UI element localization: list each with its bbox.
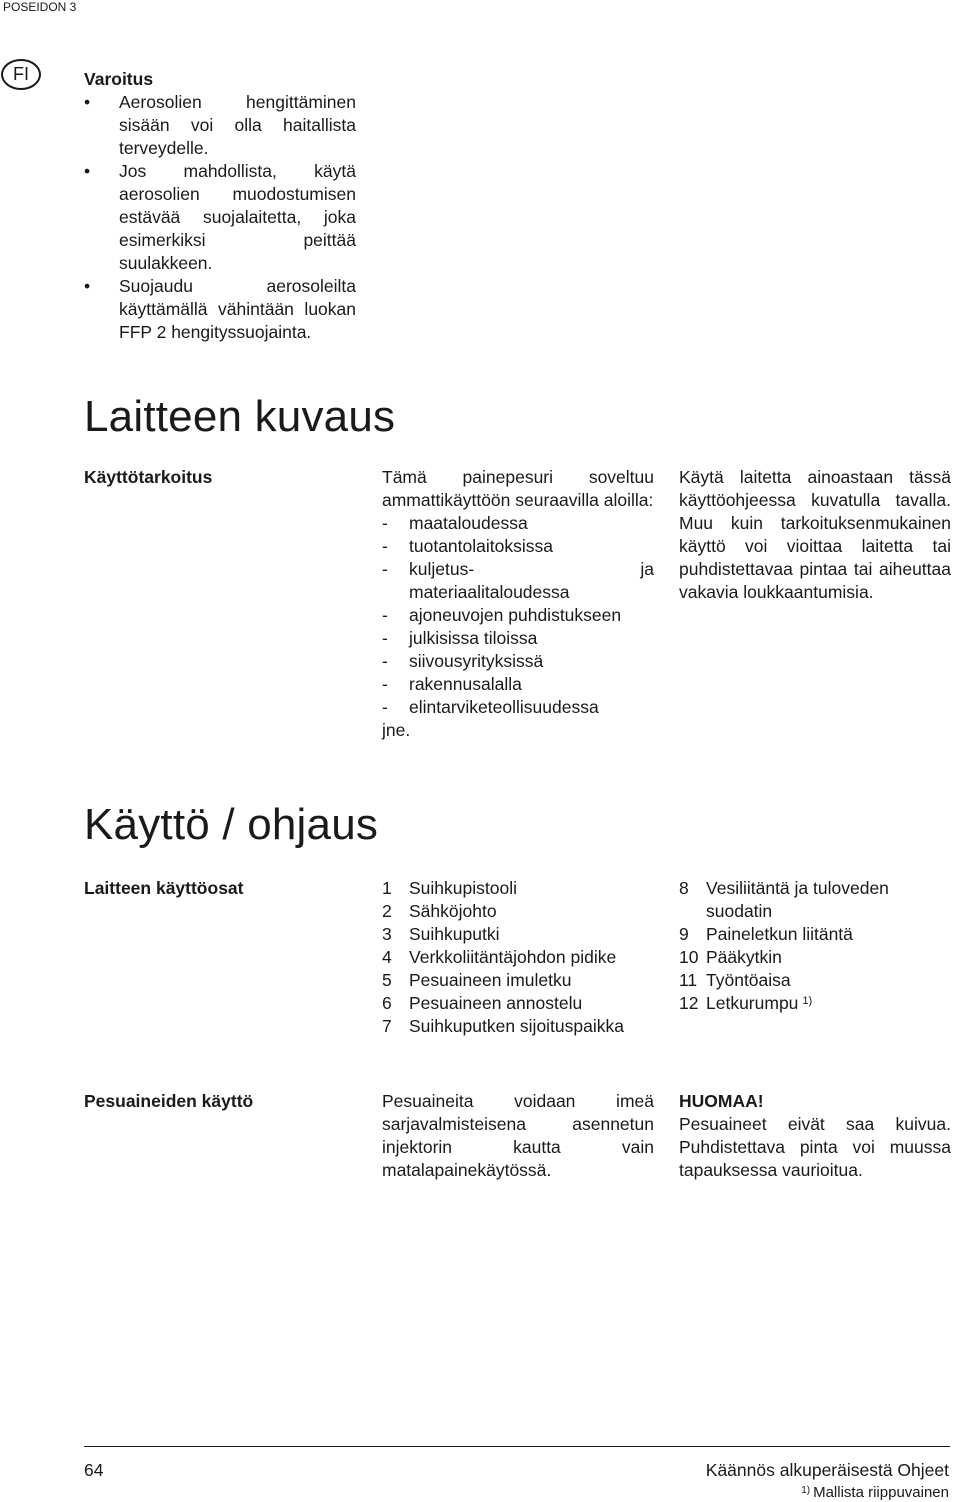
part-number: 5 [382, 970, 392, 990]
warning-item [84, 275, 356, 344]
section-heading-operation: Käyttö / ohjaus [84, 800, 379, 849]
use-item-text: tuotantolaitoksissa [409, 536, 553, 556]
use-item-text: ajoneuvojen puhdistukseen [409, 605, 622, 625]
part-number: 1 [382, 878, 392, 898]
detergent-note [679, 1090, 951, 1182]
warning-item-text: Suojaudu aerosoleilta käyttämällä vähintään luokan FFP 2 hengityssuojainta. [119, 276, 356, 342]
list-item [382, 923, 654, 946]
bullet-icon: • [84, 161, 91, 181]
footnote-text: Mallista riippuvainen [813, 1484, 949, 1501]
dash-mark: - [382, 536, 388, 556]
part-name: Pesuaineen imuletku [409, 970, 572, 990]
list-item [382, 1015, 654, 1038]
language-badge: FI [1, 59, 41, 90]
list-item [382, 627, 654, 650]
bullet-icon: • [84, 92, 91, 112]
section-heading-description: Laitteen kuvaus [84, 392, 396, 441]
part-name: Letkurumpu [706, 993, 799, 1013]
list-item [679, 877, 951, 923]
label-operating-parts: Laitteen käyttöosat [84, 878, 244, 898]
part-name: Pääkytkin [706, 947, 782, 967]
footnote [801, 1484, 949, 1502]
part-name: Sähköjohto [409, 901, 497, 921]
part-number: 10 [679, 947, 699, 967]
list-item [382, 877, 654, 900]
use-item-text: siivousyrityksissä [409, 651, 544, 671]
use-item-text: elintarviketeollisuudessa [409, 697, 599, 717]
list-item [679, 946, 951, 969]
dash-mark: - [382, 559, 388, 579]
part-number: 11 [679, 970, 698, 990]
dash-mark: - [382, 651, 388, 671]
footer-divider [84, 1446, 950, 1447]
bullet-icon: • [84, 276, 91, 296]
label-detergent-use: Pesuaineiden käyttö [84, 1091, 254, 1111]
list-item [382, 535, 654, 558]
footnote-ref: 1) [802, 995, 813, 1007]
parts-list-right [679, 877, 951, 1015]
list-item [382, 946, 654, 969]
dash-mark: - [382, 605, 388, 625]
part-name: Pesuaineen annostelu [409, 993, 583, 1013]
list-item [382, 650, 654, 673]
part-number: 6 [382, 993, 392, 1013]
part-name: Verkkoliitäntäjohdon pidike [409, 947, 617, 967]
intended-use-note: Käytä laitetta ainoastaan tässä käyttöohjeessa kuvatulla tavalla. Muu kuin tarkoituksenmukainen käyttö voi vioittaa laitetta tai puhdistettavaa pintaa tai aiheuttaa vakavia loukkaantumisia. [679, 467, 951, 602]
footnote-mark: 1) [801, 1485, 811, 1496]
intended-use-column [382, 466, 654, 742]
dash-mark: - [382, 674, 388, 694]
list-item [382, 512, 654, 535]
list-item [382, 604, 654, 627]
warning-box [84, 68, 356, 344]
dash-mark: - [382, 513, 388, 533]
list-item [679, 923, 951, 946]
dash-mark: - [382, 628, 388, 648]
list-item [382, 969, 654, 992]
part-number: 9 [679, 924, 689, 944]
part-name: Suihkuputki [409, 924, 500, 944]
warning-item [84, 91, 356, 160]
use-item-text: kuljetus- ja materiaalitaloudessa [409, 559, 654, 602]
list-item [382, 992, 654, 1015]
warning-item [84, 160, 356, 275]
part-name: Suihkupistooli [409, 878, 517, 898]
list-item [382, 673, 654, 696]
list-item [679, 969, 951, 992]
warning-title: Varoitus [84, 69, 154, 89]
footer-title: Käännös alkuperäisestä Ohjeet [705, 1460, 949, 1480]
part-number: 2 [382, 901, 392, 921]
uses-list [382, 512, 654, 719]
header-label: POSEIDON 3 [3, 0, 77, 14]
parts-list-left [382, 877, 654, 1038]
intended-use-intro: Tämä painepesuri soveltuu ammattikäyttöön seuraavilla aloilla: [382, 467, 654, 510]
warning-item-text: Jos mahdollista, käytä aerosolien muodostumisen estävää suojalaitetta, joka esimerkiksi peittää suulakkeen. [119, 161, 356, 273]
use-item-text: julkisissa tiloissa [409, 628, 538, 648]
warning-list [84, 91, 356, 344]
list-item [382, 900, 654, 923]
part-name: Suihkuputken sijoituspaikka [409, 1016, 624, 1036]
dash-mark: - [382, 697, 388, 717]
use-item-text: maataloudessa [409, 513, 528, 533]
intended-use-outro: jne. [382, 720, 411, 740]
note-title: HUOMAA! [679, 1091, 764, 1111]
part-number: 4 [382, 947, 392, 967]
part-number: 8 [679, 878, 689, 898]
note-text: Pesuaineet eivät saa kuivua. Puhdistettava pinta voi muussa tapauksessa vaurioitua. [679, 1114, 951, 1180]
list-item [382, 696, 654, 719]
page-number: 64 [84, 1460, 104, 1480]
part-name: Paineletkun liitäntä [706, 924, 853, 944]
part-number: 7 [382, 1016, 392, 1036]
part-name: Työntöaisa [706, 970, 791, 990]
use-item-text: rakennusalalla [409, 674, 522, 694]
part-name: Vesiliitäntä ja tuloveden suodatin [706, 878, 889, 921]
warning-item-text: Aerosolien hengittäminen sisään voi olla haitallista terveydelle. [119, 92, 356, 158]
part-number: 12 [679, 993, 699, 1013]
detergent-text: Pesuaineita voidaan imeä sarjavalmisteisena asennetun injektorin kautta vain matalapainekäytössä. [382, 1091, 654, 1180]
list-item [679, 992, 951, 1015]
label-intended-use: Käyttötarkoitus [84, 467, 213, 487]
part-number: 3 [382, 924, 392, 944]
list-item [382, 558, 654, 604]
